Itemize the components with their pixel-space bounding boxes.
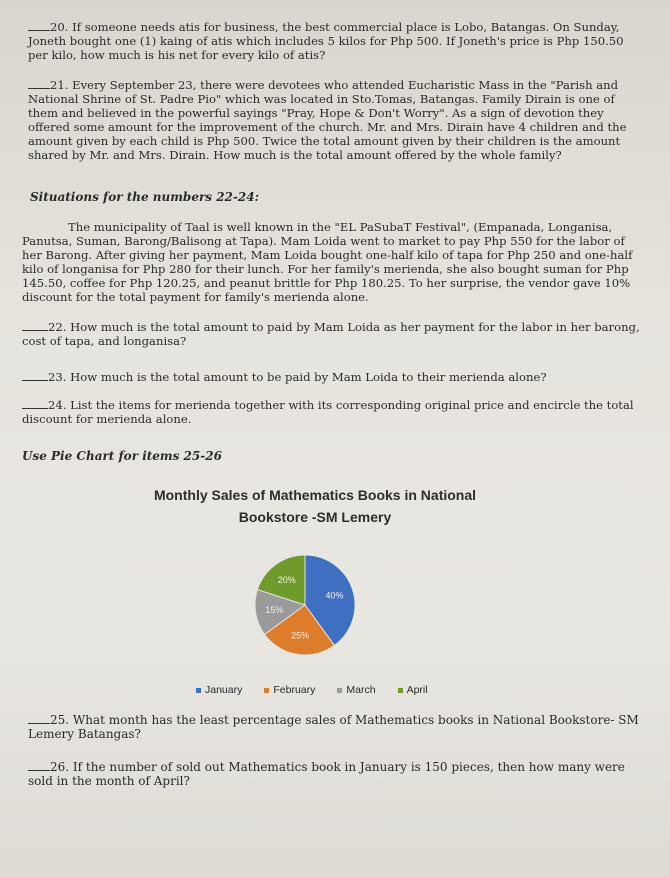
answer-blank[interactable] <box>28 88 50 89</box>
question-24 <box>22 398 652 426</box>
legend-swatch <box>264 688 269 693</box>
legend-label: March <box>346 684 376 696</box>
question-25 <box>28 713 648 741</box>
pie-slice-label: 20% <box>277 574 296 585</box>
legend-label: April <box>406 684 428 696</box>
pie-chart <box>240 540 370 670</box>
legend-item-january <box>196 684 242 696</box>
situation-heading: Situations for the numbers 22-24: <box>30 190 260 204</box>
pie-slice-label: 40% <box>325 590 344 601</box>
question-20 <box>28 20 640 62</box>
legend-label: January <box>205 684 243 696</box>
question-26 <box>28 760 648 788</box>
question-22 <box>22 320 642 348</box>
legend-label: February <box>273 684 316 696</box>
question-text: How much is the total amount to be paid by Mam Loida to their merienda alone? <box>70 370 547 384</box>
answer-blank[interactable] <box>22 380 48 381</box>
legend-swatch <box>196 688 201 693</box>
question-number: 22. <box>48 320 67 334</box>
answer-blank[interactable] <box>22 330 48 331</box>
question-number: 20. <box>50 20 69 34</box>
answer-blank[interactable] <box>22 408 48 409</box>
question-text: How much is the total amount to paid by Mam Loida as her payment for the labor in her barong, cost of tapa, and longanisa? <box>22 320 640 348</box>
legend-item-february <box>264 684 315 696</box>
question-23 <box>22 370 642 384</box>
chart-title: Monthly Sales of Mathematics Books in National Bookstore -SM Lemery <box>153 487 477 525</box>
answer-blank[interactable] <box>28 770 50 771</box>
legend-item-april <box>398 684 428 696</box>
question-text: If the number of sold out Mathematics book in January is 150 pieces, then how many were sold in the month of April? <box>28 760 625 788</box>
question-number: 23. <box>48 370 67 384</box>
question-text: Every September 23, there were devotees who attended Eucharistic Mass in the "Parish and National Shrine of St. Padre Pio" which was located in Sto.Tomas, Batangas. Family Dirain is one of them and believed in the powerful sayings "Pray, Hope & Don't Worry". As a sign of devotion they offered some amount for the improvement of the church. Mr. and Mrs. Dirain have 4 children and the amount given by each child is Php 500. Twice the total amount given by their children is the amount shared by Mr. and Mrs. Dirain. How much is the total amount offered by the whole family? <box>28 78 627 162</box>
legend-swatch <box>398 688 403 693</box>
question-number: 26. <box>50 760 70 774</box>
legend-swatch <box>337 688 342 693</box>
situation-paragraph: The municipality of Taal is well known in the "EL PaSubaT Festival", (Empanada, Longanisa, Panutsa, Suman, Barong/Balisong at Tapa). Mam Loida went to market to pay Php 550 for the labor of her Barong. After giving her payment, Mam Loida bought one-half kilo of tapa for Php 250 and one-half kilo of longanisa for Php 280 for their lunch. For her family's merienda, she also bought suman for Php 145.50, coffee for Php 120.25, and peanut brittle for Php 180.25. To her surprise, the vendor gave 10% discount for the total payment for family's merienda alone. <box>22 220 633 304</box>
pie-slice-label: 25% <box>291 630 310 641</box>
pie-chart-instruction: Use Pie Chart for items 25-26 <box>22 449 222 463</box>
question-text: What month has the least percentage sales of Mathematics books in National Bookstore- SM Lemery Batangas? <box>28 713 639 741</box>
question-number: 21. <box>50 78 69 92</box>
chart-legend <box>196 684 428 696</box>
question-text: If someone needs atis for business, the best commercial place is Lobo, Batangas. On Sunday, Joneth bought one (1) kaing of atis which includes 5 kilos for Php 500. If Joneth's price is Php 150.50 per kilo, how much is his net for every kilo of atis? <box>28 20 624 62</box>
question-number: 24. <box>48 398 67 412</box>
question-21 <box>28 78 636 162</box>
question-number: 25. <box>50 713 70 727</box>
question-text: List the items for merienda together with its corresponding original price and encircle the total discount for merienda alone. <box>22 398 634 426</box>
legend-item-march <box>337 684 375 696</box>
answer-blank[interactable] <box>28 723 50 724</box>
pie-slice-label: 15% <box>265 604 284 615</box>
answer-blank[interactable] <box>28 30 50 31</box>
